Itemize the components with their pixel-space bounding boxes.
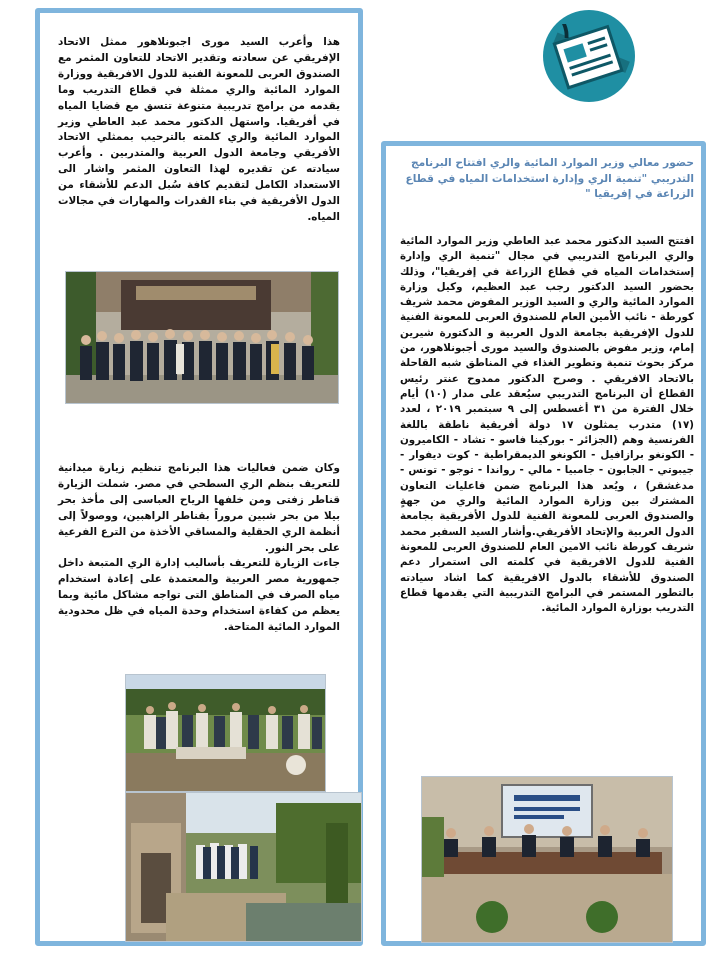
newspaper-icon	[541, 8, 637, 104]
left-column-panel	[35, 8, 363, 946]
group-photo-training-center	[65, 271, 339, 404]
right-column-panel	[381, 141, 706, 946]
conference-opening-photo	[421, 776, 673, 943]
field-visit-section: وكان ضمن فعاليات هذا البرنامج تنظيم زيارة ميدانية للتعريف بنظم الري السطحي في مصر. شملت الزيارة قناطر زفتى ومن خلفها الرياح العباسى إلى مأخذ بحر بيلا من بحر شبين مروراً بقناطر الراهبين، ووصولاً إلى أنظمة الري الحقلية والمساقي الأخذة من الترع الفرعية على بحر النور. جاءت الزيارة للتعريف بأساليب إدارة الري المتبعة داخل جمهورية مصر العربية والمعتمدة على إعادة استخدام مياه الصرف في المناطق التى تواجه مشاكل مائية وبما يعظم من كفاءة استخدام وحدة المياه في ظل محدودية الموارد المائية المتاحة.	[58, 462, 340, 634]
badge-number: ١	[559, 19, 573, 44]
article-title: حضور معالي وزير الموارد المائية والري افتتاح البرنامج التدريبي "تنمية الري وإدارة استخدامات المياه في قطاع الزراعة في إفريقيا "	[405, 157, 694, 200]
article-body: افتتح السيد الدكتور محمد عبد العاطي وزير الموارد المائية والري البرنامج التدريبي في مجال "تنمية الري وإدارة إستخدامات المياه في قطاع الزراعة في إفريقيا"، وذلك بحضور السيد الدكتور رجب عبد العظيم، وكيل وزارة الموارد المائية والري و السيد الوزير المفوض محمد شريف كورطة - نائب الأمين العام للصندوق العربى للمعونة الفنية للدول الإفريقية بجامعة الدول العربية و الدكتورة شيرين إمام، وزير مفوض بالصندوق والسيد مورى أجبونلاهور، من مركز بحوث تنمية وتطوير الغذاء في المناطق شبه القاحلة بالاتحاد الافريقي . وصرح الدكتور ممدوح عنتر رئيس القطاع أن البرنامج التدريبي سيُعقد على مدار (١٠) أيام خلال الفترة من ٣١ أغسطس إلى ٩ سبتمبر ٢٠١٩ ، لعدد (١٧) متدرب يمثلون ١٧ دولة أفريقية ناطقة باللغة الفرنسية وهم (الجزائر - بوركينا فاسو - تشاد - الكاميرون - الكونغو برازافيل - الكونغو الديمقراطية - كوت ديفوار - جيبوتي - الجابون - جامبيا - مالي - رواندا - توجو - تونس - مدغشقر) ، ويُعد هذا البرنامج ضمن فاعليات التعاون المشترك بين وزارة الموارد المائية والري من جهةٍ والصندوق العربى للمعونة الفنية للدول الأفريقية بجامعة الدول العربية والإتحاد الأفريقي.وأشار السيد السفير محمد شريف كورطة نائب الامين العام للصندوق العربى للمعونة الفنية للدول الافريقية في كلمته الى استمرار دعم الصندوق للأشقاء بالدول الافريقية كما اشاد سيادته بالتطور المستمر في البرامج التدريبية التي يقدمها قطاع التدريب بوزارة الموارد المائية.	[400, 235, 694, 615]
irrigation-weir-photo	[125, 792, 362, 942]
field-visit-group-photo	[125, 674, 326, 792]
african-union-remarks-paragraph: هذا وأعرب السيد مورى اجبونلاهور ممثل الاتحاد الإفريقي عن سعادته وتقدير الاتحاد للتعاون المثمر مع الصندوق العربى للمعونة الفنية للدول الافريقية ووزارة الموارد المائية والري ممثلة في قطاع التدريب وما يقدمه من برامج تدريبية متنوعة تتسق مع قضايا المياه في أفريقيا. واستهل الدكتور محمد عبد العاطي وزير الموارد المائية والري كلمته بالترحيب بممثلي الاتحاد الأفريقي وجامعة الدول العربية والمتدربين . وأعرب سيادته عن تقديره لهذا التعاون المثمر واشار الى الاستعداد الكامل لتقديم كافة سُبل الدعم للأشقاء من الدول الأفريقية في بناء القدرات والمهارات في مجالات المياه.	[58, 36, 340, 223]
